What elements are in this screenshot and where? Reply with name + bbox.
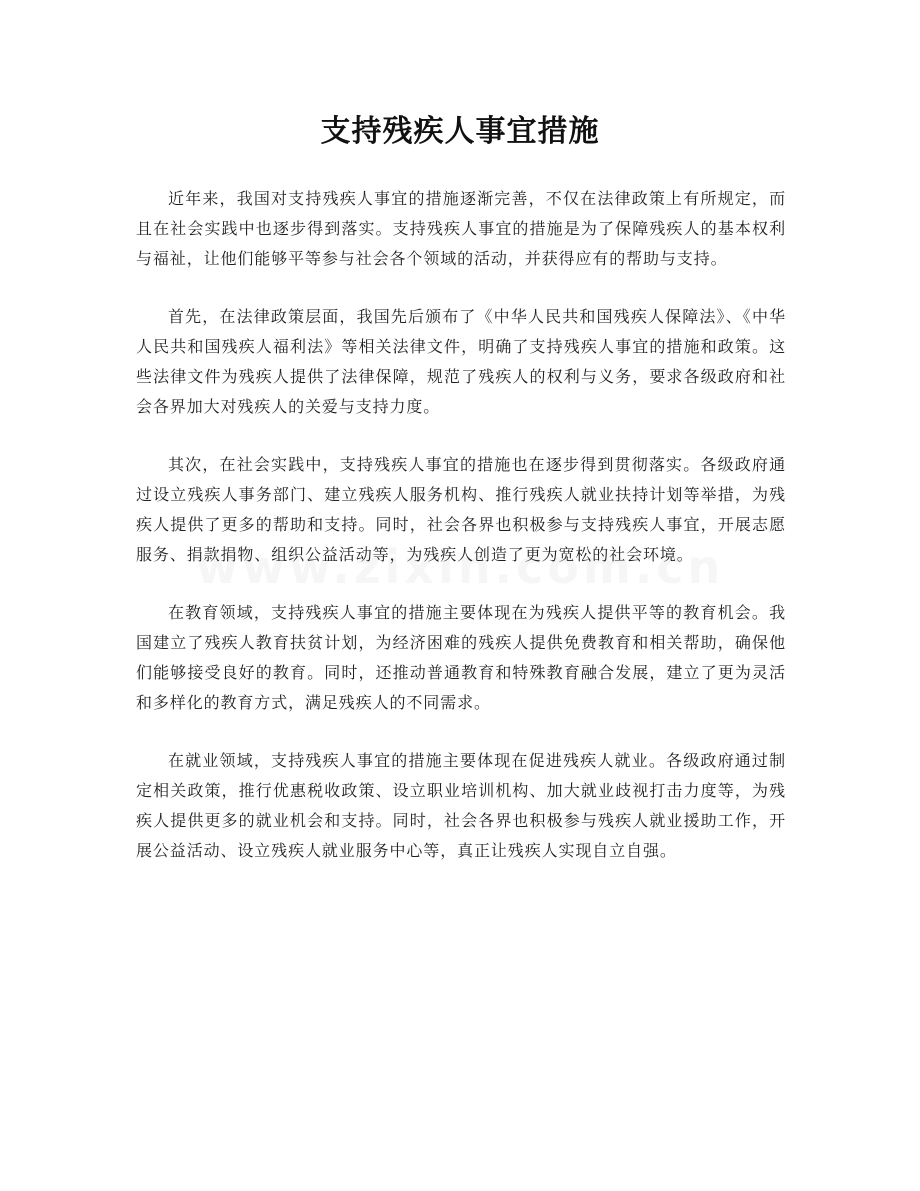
document-title: 支持残疾人事宜措施 xyxy=(320,114,600,149)
document-body xyxy=(136,184,786,894)
paragraph-education: 在教育领域，支持残疾人事宜的措施主要体现在为残疾人提供平等的教育机会。我国建立了残疾人教育扶贫计划，为经济困难的残疾人提供免费教育和相关帮助，确保他们能够接受良好的教育。同时，还推动普通教育和特殊教育融合发展，建立了更为灵活和多样化的教育方式，满足残疾人的不同需求。 xyxy=(136,603,786,712)
paragraph-intro: 近年来，我国对支持残疾人事宜的措施逐渐完善，不仅在法律政策上有所规定，而且在社会实践中也逐步得到落实。支持残疾人事宜的措施是为了保障残疾人的基本权利与福祉，让他们能够平等参与社会各个领域的活动，并获得应有的帮助与支持。 xyxy=(136,189,786,268)
paragraph-social-practice: 其次，在社会实践中，支持残疾人事宜的措施也在逐步得到贯彻落实。各级政府通过设立残疾人事务部门、建立残疾人服务机构、推行残疾人就业扶持计划等举措，为残疾人提供了更多的帮助和支持。同时，社会各界也积极参与支持残疾人事宜，开展志愿服务、捐款捐物、组织公益活动等，为残疾人创造了更为宽松的社会环境。 xyxy=(136,455,786,564)
paragraph-legal-policy: 首先，在法律政策层面，我国先后颁布了《中华人民共和国残疾人保障法》、《中华人民共和国残疾人福利法》等相关法律文件，明确了支持残疾人事宜的措施和政策。这些法律文件为残疾人提供了法律保障，规范了残疾人的权利与义务，要求各级政府和社会各界加大对残疾人的关爱与支持力度。 xyxy=(136,307,786,416)
paragraph-employment: 在就业领域，支持残疾人事宜的措施主要体现在促进残疾人就业。各级政府通过制定相关政策，推行优惠税收政策、设立职业培训机构、加大就业歧视打击力度等，为残疾人提供更多的就业机会和支持。同时，社会各界也积极参与残疾人就业援助工作，开展公益活动、设立残疾人就业服务中心等，真正让残疾人实现自立自强。 xyxy=(136,751,786,860)
